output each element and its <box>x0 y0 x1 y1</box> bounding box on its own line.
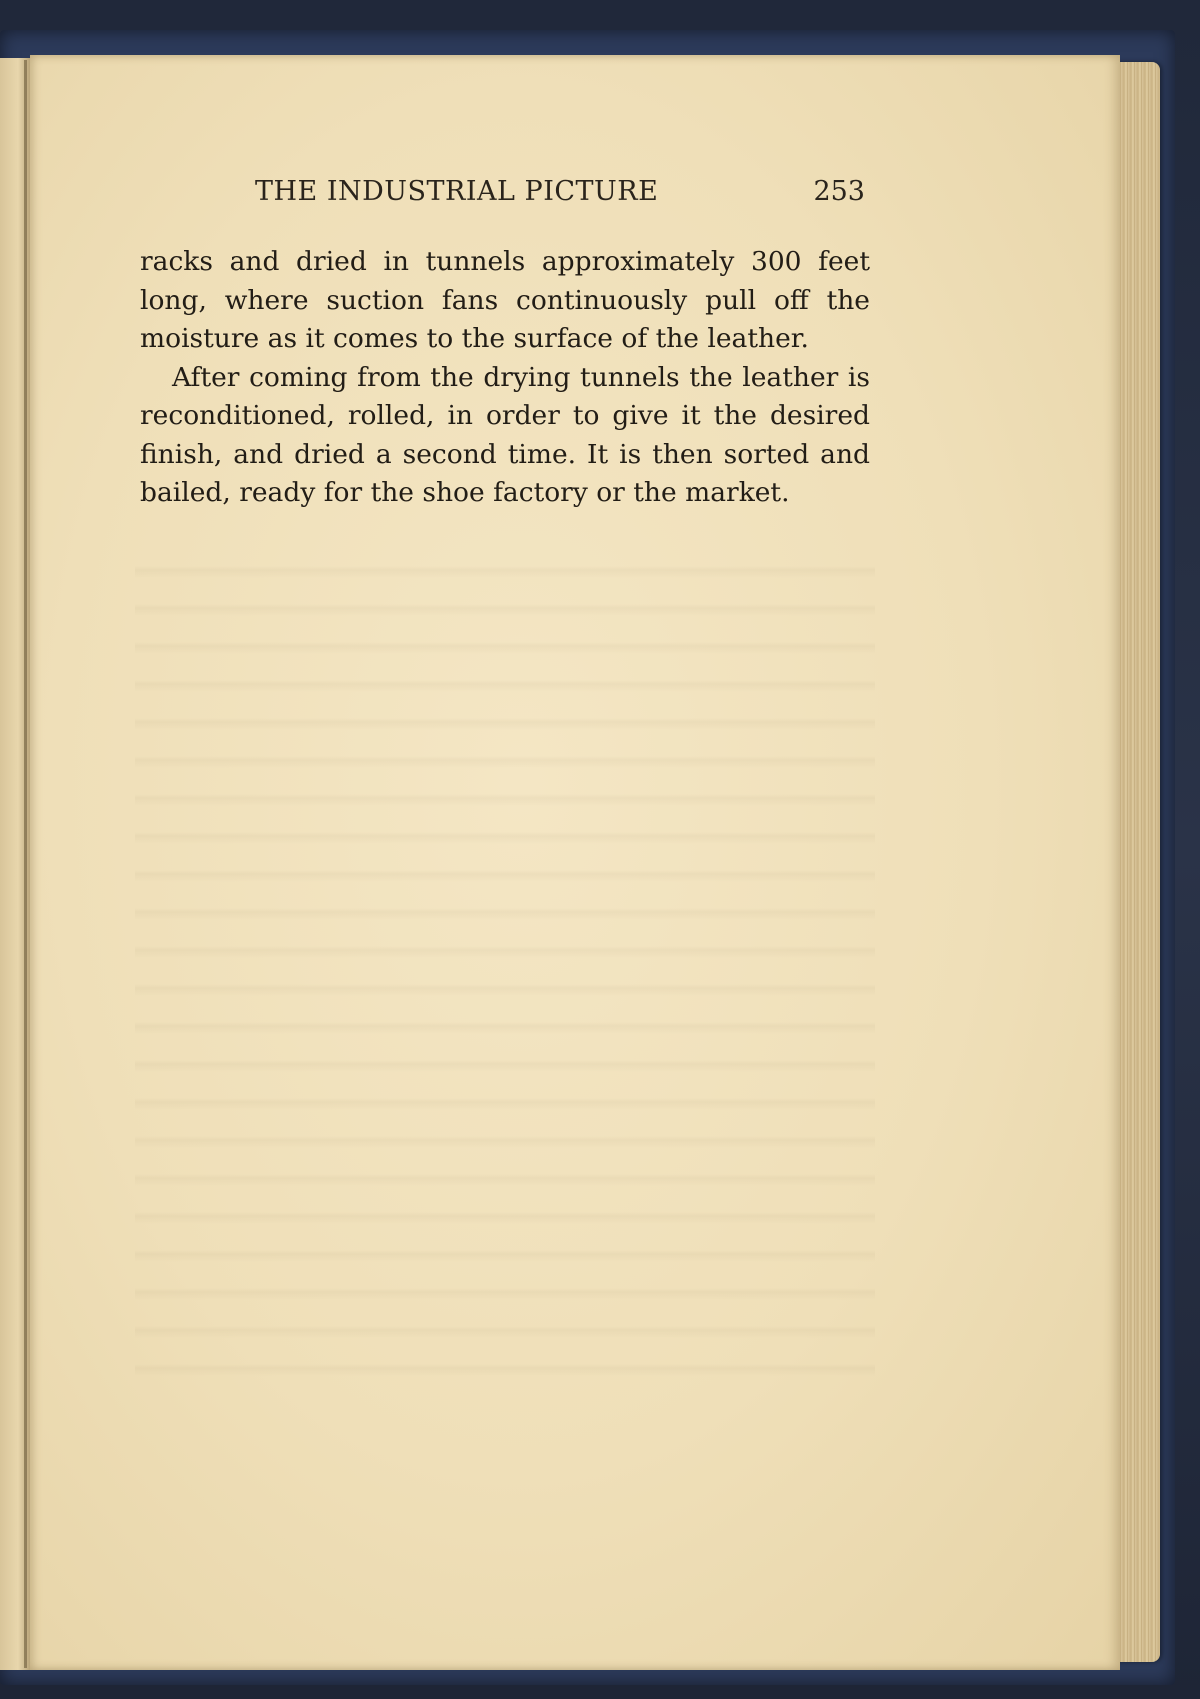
running-head: THE INDUSTRIAL PICTURE <box>255 176 659 207</box>
paragraph: After coming from the drying tunnels the leather is reconditioned, rolled, in order to give it the desired finish, and dried a second time. It is then sorted and bailed, ready for the shoe factory or the market. <box>140 361 870 508</box>
body-text <box>140 243 870 513</box>
page-header <box>255 176 865 207</box>
page-number: 253 <box>813 176 865 207</box>
paragraph: racks and dried in tunnels approximately 300 feet long, where suction fans continuously pull off the moisture as it comes to the surface of the leather. <box>140 246 870 354</box>
gutter <box>24 60 27 1668</box>
